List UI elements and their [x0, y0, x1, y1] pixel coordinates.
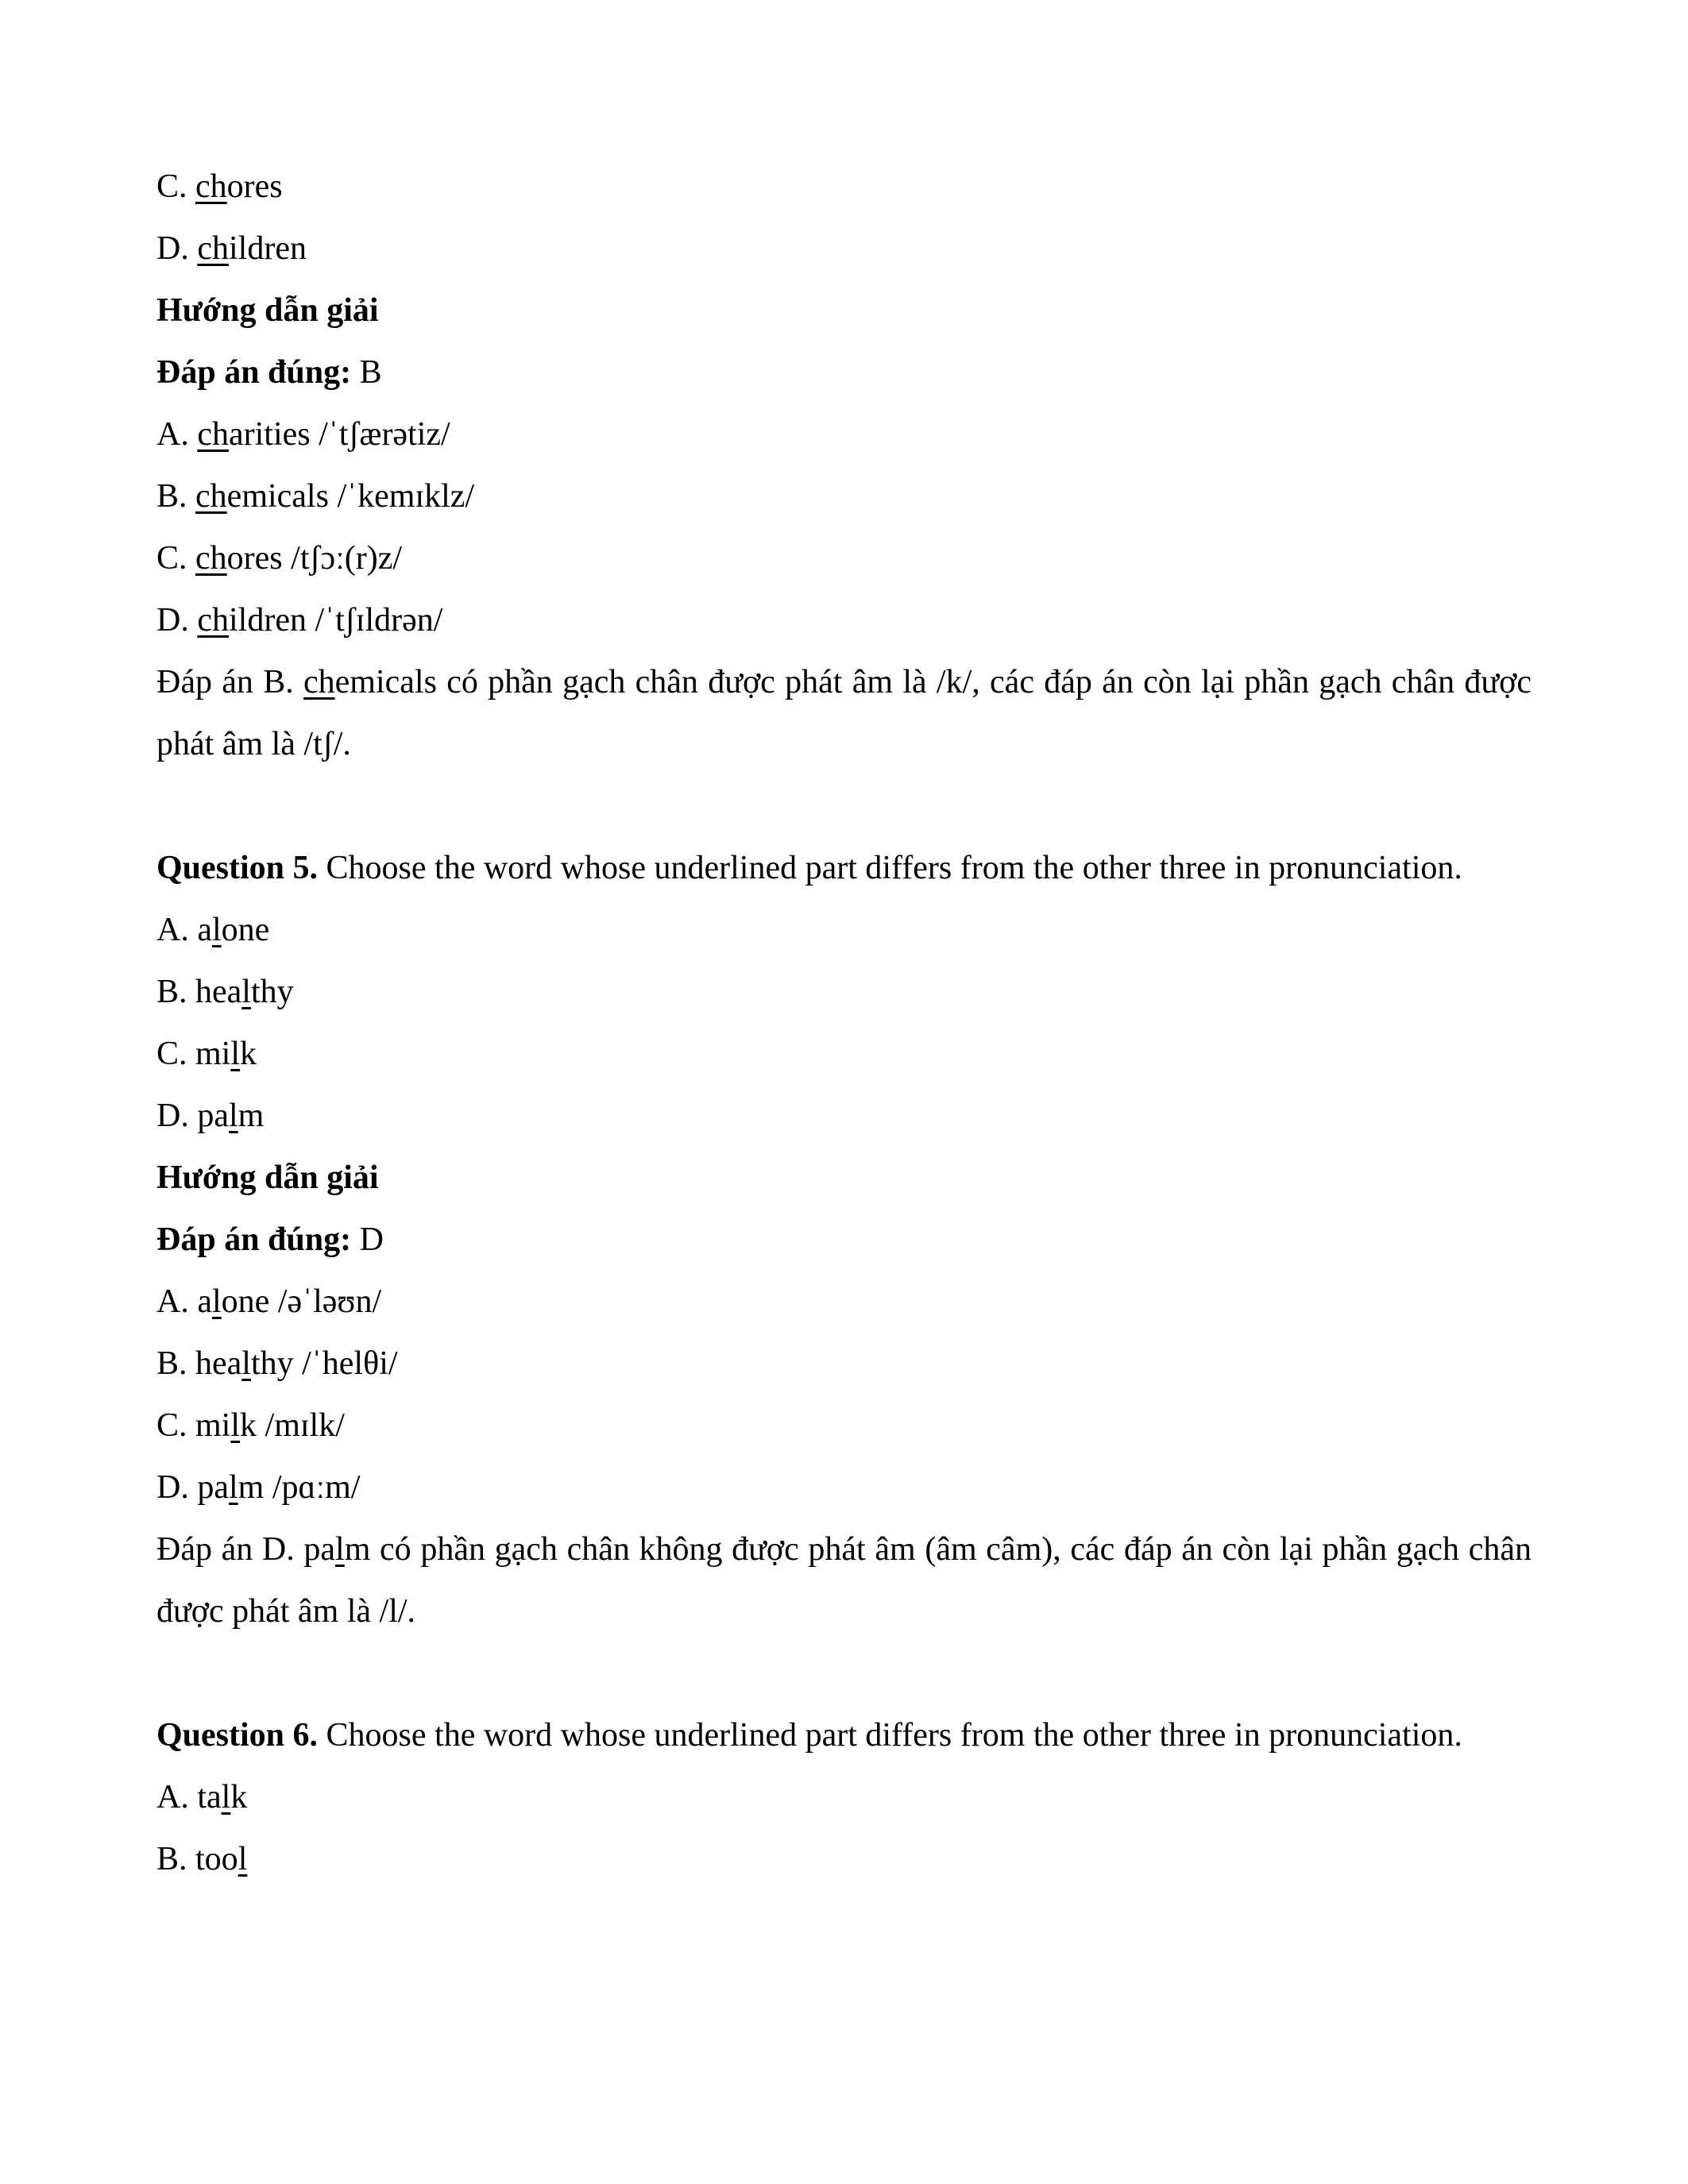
text-segment: one /əˈləʊn/: [221, 1283, 382, 1320]
text-line: [156, 1828, 1532, 1890]
text-line: [156, 218, 1532, 280]
underlined-segment: l: [238, 1841, 248, 1877]
underlined-segment: ch: [303, 664, 335, 700]
bold-segment: Hướng dẫn giải: [156, 292, 379, 329]
underlined-segment: l: [335, 1531, 345, 1568]
text-segment: C. mi: [156, 1036, 231, 1072]
text-line: [156, 1085, 1532, 1147]
underlined-segment: l: [228, 1098, 238, 1134]
text-segment: B: [351, 354, 382, 391]
text-line: [156, 651, 1532, 775]
text-segment: D. pa: [156, 1469, 229, 1506]
text-line: [156, 1766, 1532, 1828]
text-line: [156, 1704, 1532, 1766]
text-line: [156, 280, 1532, 341]
text-line: [156, 1023, 1532, 1085]
bold-segment: Đáp án đúng:: [156, 1221, 352, 1258]
document-content: [156, 156, 1532, 1890]
text-segment: m: [238, 1098, 265, 1134]
text-segment: D: [351, 1221, 384, 1258]
text-segment: B. too: [156, 1841, 238, 1877]
underlined-segment: ch: [195, 478, 227, 515]
text-segment: ildren /ˈtʃɪldrən/: [229, 602, 443, 639]
text-line: [156, 403, 1532, 465]
text-line: [156, 1395, 1532, 1457]
text-segment: C.: [156, 540, 196, 577]
underlined-segment: l: [221, 1779, 231, 1815]
text-segment: k: [240, 1036, 257, 1072]
bold-segment: Question 5.: [156, 850, 319, 886]
underlined-segment: l: [241, 974, 251, 1010]
underlined-segment: l: [228, 1469, 238, 1506]
text-segment: D.: [156, 602, 198, 639]
text-line: [156, 837, 1532, 899]
text-line: [156, 341, 1532, 403]
text-segment: B. hea: [156, 974, 242, 1010]
text-line: [156, 589, 1532, 651]
text-segment: emicals /ˈkemɪklz/: [226, 478, 475, 515]
text-line: [156, 527, 1532, 589]
text-segment: B.: [156, 478, 196, 515]
text-segment: ores: [226, 168, 283, 205]
bold-segment: Question 6.: [156, 1717, 319, 1754]
text-line: [156, 1147, 1532, 1209]
text-segment: ildren: [229, 230, 307, 267]
text-segment: m có phần gạch chân không được phát âm (âm câm), các đáp án còn lại phần gạch chân được phát âm là /l/.: [156, 1531, 1532, 1630]
text-line: [156, 156, 1532, 218]
text-segment: one: [221, 912, 270, 948]
text-segment: Đáp án D. pa: [156, 1531, 336, 1568]
underlined-segment: ch: [197, 602, 229, 639]
text-line: [156, 1518, 1532, 1642]
text-line: [156, 1333, 1532, 1395]
bold-segment: Hướng dẫn giải: [156, 1160, 379, 1196]
text-segment: A.: [156, 416, 198, 453]
text-segment: C.: [156, 168, 196, 205]
underlined-segment: l: [211, 1283, 222, 1320]
text-segment: D.: [156, 230, 198, 267]
underlined-segment: l: [230, 1407, 241, 1444]
text-segment: m /pɑːm/: [238, 1469, 361, 1506]
underlined-segment: ch: [197, 230, 229, 267]
underlined-segment: ch: [195, 540, 227, 577]
blank-line: [156, 775, 1532, 837]
text-line: [156, 899, 1532, 961]
blank-line: [156, 1642, 1532, 1704]
text-segment: D. pa: [156, 1098, 229, 1134]
text-segment: k: [230, 1779, 248, 1815]
text-segment: thy /ˈhelθi/: [250, 1345, 398, 1382]
underlined-segment: l: [241, 1345, 251, 1382]
text-line: [156, 1209, 1532, 1271]
text-segment: A. a: [156, 912, 212, 948]
underlined-segment: l: [211, 912, 222, 948]
text-segment: arities /ˈtʃærətiz/: [229, 416, 450, 453]
text-line: [156, 961, 1532, 1023]
underlined-segment: ch: [197, 416, 229, 453]
text-segment: ores /tʃɔː(r)z/: [226, 540, 403, 577]
bold-segment: Đáp án đúng:: [156, 354, 352, 391]
text-segment: A. a: [156, 1283, 212, 1320]
underlined-segment: ch: [195, 168, 227, 205]
text-segment: k /mɪlk/: [240, 1407, 345, 1444]
text-segment: C. mi: [156, 1407, 231, 1444]
text-segment: Choose the word whose underlined part differs from the other three in pronunciation.: [318, 1717, 1462, 1754]
text-segment: Đáp án B.: [156, 664, 303, 700]
text-line: [156, 1271, 1532, 1333]
text-line: [156, 1457, 1532, 1518]
underlined-segment: l: [230, 1036, 241, 1072]
text-segment: Choose the word whose underlined part differs from the other three in pronunciation.: [318, 850, 1462, 886]
text-segment: emicals có phần gạch chân được phát âm là /k/, các đáp án còn lại phần gạch chân được phát âm là /tʃ/.: [156, 664, 1532, 762]
text-segment: B. hea: [156, 1345, 242, 1382]
text-segment: thy: [250, 974, 294, 1010]
text-segment: A. ta: [156, 1779, 222, 1815]
text-line: [156, 465, 1532, 527]
